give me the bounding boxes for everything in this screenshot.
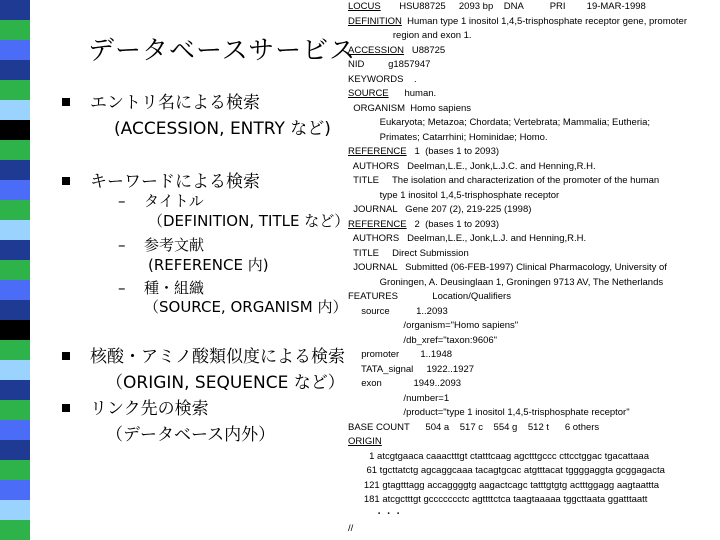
stripe-block [0,220,30,240]
bullet-square [62,177,70,185]
bullet-1-sub: (ACCESSION, ENTRY など) [114,119,331,139]
stripe-block [0,420,30,440]
record-line: ORGANISM Homo sapiens [348,102,472,114]
stripe-block [0,400,30,420]
sub-3-text: 種・組織 [144,279,205,297]
record-line: /db_xref="taxon:9606" [348,334,498,346]
stripe-block [0,180,30,200]
dash: – [118,192,126,210]
stripe-block [0,300,30,320]
slide-title: データベースサービス [88,36,357,66]
sub-1-detail: （DEFINITION, TITLE など） [148,212,350,230]
record-line: /organism="Homo sapiens" [348,320,519,331]
bullet-3-sub: （ORIGIN, SEQUENCE など） [106,373,345,393]
record-line: BASE COUNT 504 a 517 c 554 g 512 t 6 others [348,421,600,433]
genbank-record [348,0,720,537]
bullet-square [62,404,70,412]
record-line: TITLE Direct Submission [348,247,469,259]
stripe-block [0,340,30,360]
record-line: AUTHORS Deelman,L.E., Jonk,L.J. and Henning,R.H. [348,233,587,244]
sub-2-detail: (REFERENCE 内) [148,256,269,274]
stripe-block [0,380,30,400]
record-line: Primates; Catarrhini; Hominidae; Homo. [348,131,548,143]
record-line: region and exon 1. [348,30,472,41]
bullet-4-sub: （データベース内外） [106,425,276,445]
record-line: LOCUS HSU88725 2093 bp DNA PRI 19-MAR-1998 [348,1,646,12]
record-line: exon 1949..2093 [348,378,462,389]
record-line: 121 gtagtttagg accaggggtg aagactcagc tatttgtgtg actttggagg aagtaattta [348,479,660,491]
stripe-block [0,320,30,340]
dash: – [118,236,126,254]
record-line: DEFINITION Human type 1 inositol 1,4,5-trisphosphate receptor gene, promoter [348,15,688,27]
stripe-block [0,0,30,20]
record-line: 181 atcgctttgt gccccccctc agttttctca taagtaaaaa tggcttaata ggatttaatt [348,494,648,505]
record-line: NID g1857947 [348,59,431,70]
record-line: /product="type 1 inositol 1,4,5-trisphosphate receptor" [348,407,630,418]
bullet-square [62,352,70,360]
bullet-1-text: エントリ名による検索 [90,93,260,113]
record-line: KEYWORDS . [348,73,417,85]
stripe-block [0,480,30,500]
record-line: // [348,523,354,534]
sub-3-detail: （SOURCE, ORGANISM 内） [144,298,348,316]
stripe-block [0,460,30,480]
record-line: Eukaryota; Metazoa; Chordata; Vertebrata; Mammalia; Eutheria; [348,117,651,128]
bullet-2-text: キーワードによる検索 [90,172,260,192]
record-line: REFERENCE 2 (bases 1 to 2093) [348,218,500,230]
bullet-square [62,98,70,106]
stripe-block [0,80,30,100]
record-line: source 1..2093 [348,305,448,317]
record-line: SOURCE human. [348,88,437,99]
stripe-block [0,520,30,540]
record-line: 1 atcgtgaaca caaactttgt ctatttcaag agctttgccc cttcctggac tgacattaaa [348,450,650,462]
stripe-block [0,20,30,40]
record-line: JOURNAL Submitted (06-FEB-1997) Clinical Pharmacology, University of [348,262,667,273]
record-line: promoter 1..1948 [348,349,453,360]
stripe-block [0,440,30,460]
decorative-stripe [0,0,30,540]
stripe-block [0,260,30,280]
record-line: FEATURES Location/Qualifiers [348,291,511,302]
stripe-block [0,100,30,120]
record-line: JOURNAL Gene 207 (2), 219-225 (1998) [348,204,532,215]
dash: – [118,279,126,297]
record-line: REFERENCE 1 (bases 1 to 2093) [348,146,500,157]
record-line: TITLE The isolation and characterization of the promoter of the human [348,175,660,186]
record-line: ORIGIN [348,436,382,447]
stripe-block [0,120,30,140]
sub-2-text: 参考文献 [144,236,205,254]
sub-1-text: タイトル [144,192,204,210]
stripe-block [0,60,30,80]
record-line: AUTHORS Deelman,L.E., Jonk,L.J.C. and Henning,R.H. [348,160,596,172]
bullet-3-text: 核酸・アミノ酸類似度による検索 [90,347,345,367]
record-line: ACCESSION U88725 [348,44,446,56]
stripe-block [0,140,30,160]
bullet-4-text: リンク先の検索 [90,399,209,419]
stripe-block [0,200,30,220]
stripe-block [0,280,30,300]
stripe-block [0,160,30,180]
record-line: type 1 inositol 1,4,5-trisphosphate receptor [348,189,560,201]
record-line: /number=1 [348,392,450,404]
stripe-block [0,500,30,520]
record-line: 61 tgcttatctg agcaggcaaa tacagtgcac atgtttacat tggggaggta gcggagacta [348,465,665,476]
record-line: Groningen, A. Deusinglaan 1, Groningen 9713 AV, The Netherlands [348,276,664,288]
record-line: TATA_signal 1922..1927 [348,363,475,375]
stripe-block [0,360,30,380]
record-line: ・・・ [348,508,403,520]
stripe-block [0,40,30,60]
stripe-block [0,240,30,260]
